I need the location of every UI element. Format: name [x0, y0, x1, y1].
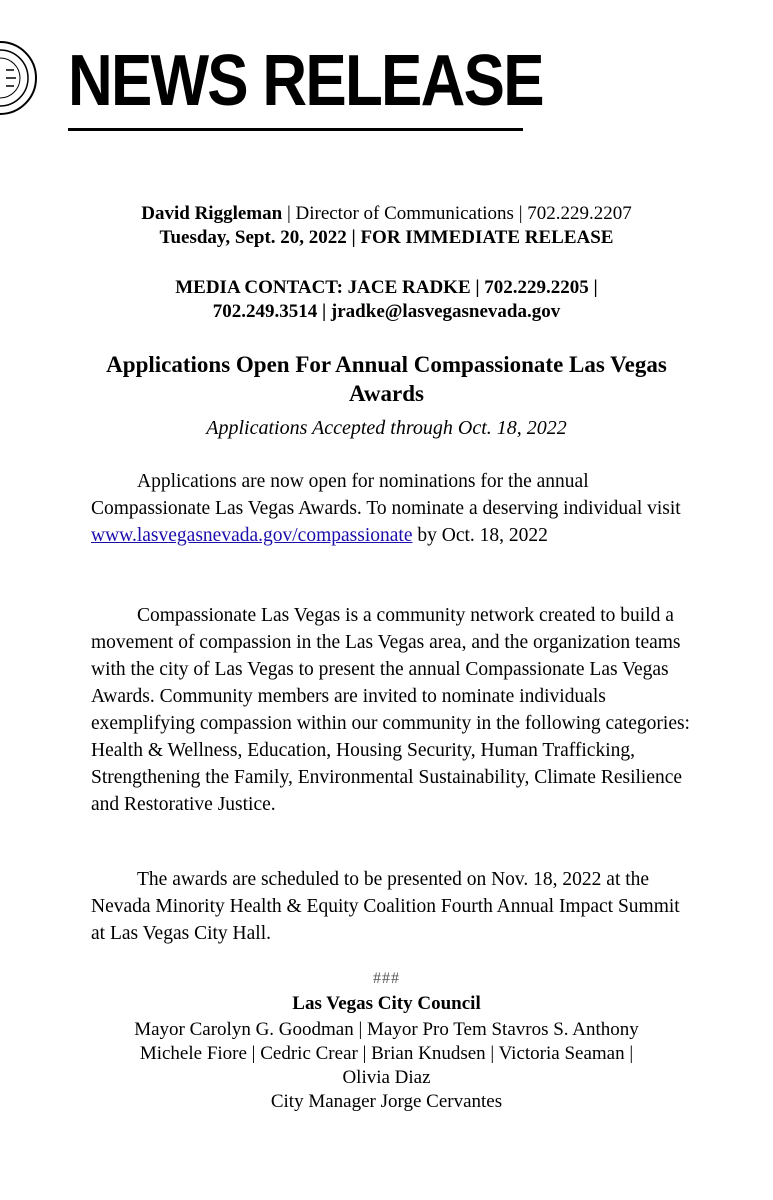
- end-separator: ###: [373, 970, 400, 987]
- body-paragraph-3: The awards are scheduled to be presented on Nov. 18, 2022 at the Nevada Minority Health & Equity Coalition Fourth Annual Impact Summit at Las Vegas City Hall.: [91, 869, 680, 944]
- p1-text-after: by Oct. 18, 2022: [412, 525, 548, 546]
- headline: Applications Open For Annual Compassionate Las Vegas Awards: [106, 352, 667, 406]
- council-line-1: Mayor Carolyn G. Goodman | Mayor Pro Tem Stavros S. Anthony: [134, 1019, 639, 1040]
- p1-text-before: Applications are now open for nominations for the annual Compassionate Las Vegas Awards. To nominate a deserving individual visit: [91, 471, 681, 519]
- council-line-4: City Manager Jorge Cervantes: [270, 1091, 503, 1112]
- council-members: [90, 1018, 683, 1114]
- media-contact-line-1: MEDIA CONTACT: JACE RADKE | 702.229.2205 |: [175, 277, 598, 298]
- subheadline: Applications Accepted through Oct. 18, 2022: [206, 417, 567, 439]
- title-underline: [68, 128, 523, 131]
- page-title: NEWS RELEASE: [68, 41, 543, 121]
- media-contact-line-2: 702.249.3514 | jradke@lasvegasnevada.gov: [212, 301, 561, 322]
- release-date-line: Tuesday, Sept. 20, 2022 | FOR IMMEDIATE RELEASE: [159, 227, 614, 248]
- city-seal-logo: [0, 40, 38, 116]
- contact-info: | Director of Communications | 702.229.2207: [282, 203, 632, 224]
- contact-line: [0, 202, 773, 226]
- compassionate-link[interactable]: www.lasvegasnevada.gov/compassionate: [91, 525, 413, 546]
- contact-name: David Riggleman: [141, 203, 283, 224]
- council-title: Las Vegas City Council: [292, 993, 481, 1014]
- body-paragraph-2: Compassionate Las Vegas is a community network created to build a movement of compassion in the Las Vegas area, and the organization teams with the city of Las Vegas to present the annual Compassionate Las Vegas Awards. Community members are invited to nominate individuals exemplifying compassion within our community in the following categories: Health & Wellness, Education, Housing Security, Human Trafficking, Strengthening the Family, Environmental Sustainability, Climate Resilience and Restorative Justice.: [91, 605, 690, 815]
- council-line-2: Michele Fiore | Cedric Crear | Brian Knudsen | Victoria Seaman |: [139, 1043, 634, 1064]
- council-line-3: Olivia Diaz: [342, 1067, 431, 1088]
- body-paragraph-1: [91, 468, 691, 549]
